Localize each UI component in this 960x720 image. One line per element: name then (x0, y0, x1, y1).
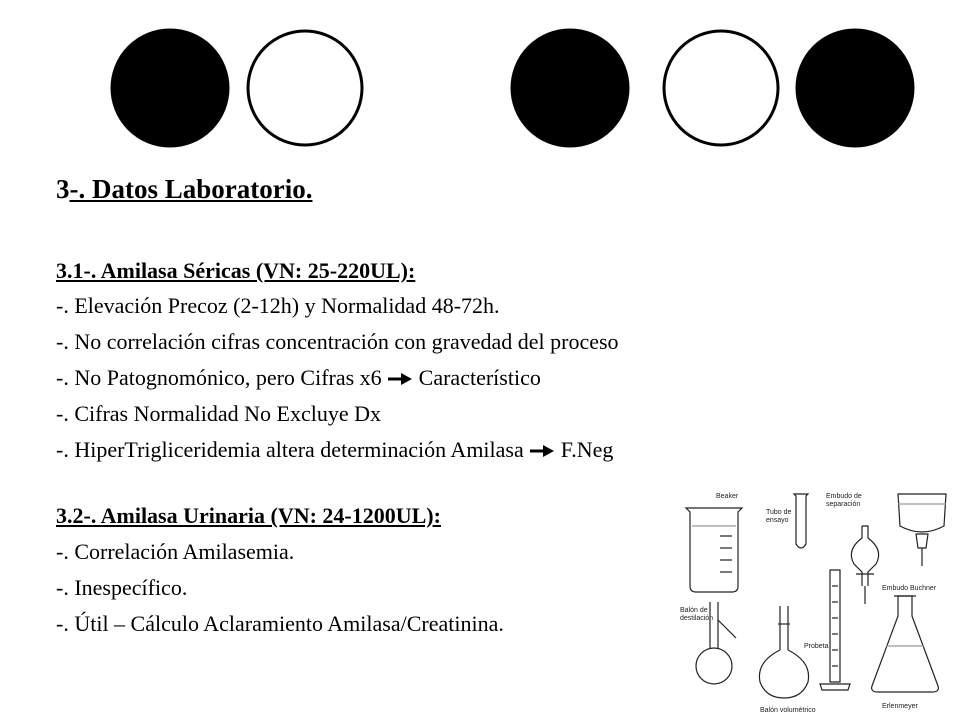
label-balon-dest-2: destilación (680, 615, 714, 622)
label-balon-vol: Balón volumétrico (760, 707, 816, 714)
item-suffix: Característico (413, 365, 541, 390)
section-1-item (56, 437, 613, 463)
item-text: -. No correlación cifras concentración con gravedad del proceso (56, 329, 619, 354)
circle-outline-1 (248, 31, 362, 145)
right-arrow-icon (529, 444, 555, 458)
label-tubo-1: Tubo de (766, 509, 792, 516)
graduated-cylinder-icon (820, 570, 850, 690)
circle-filled-3 (797, 30, 913, 146)
label-balon-dest-1: Balón de (680, 607, 708, 614)
item-text: -. Elevación Precoz (2-12h) y Normalidad 48-72h. (56, 293, 500, 318)
circle-outline-2 (664, 31, 778, 145)
circle-filled-1 (112, 30, 228, 146)
test-tube-icon (794, 494, 808, 548)
section-1-item (56, 401, 381, 427)
label-probeta: Probeta (804, 643, 829, 650)
volumetric-flask-icon (759, 606, 808, 698)
beaker-icon (686, 508, 742, 592)
item-suffix: F.Neg (555, 437, 614, 462)
section-2-title: 3.2-. Amilasa Urinaria (VN: 24-1200UL): (56, 503, 441, 528)
slide-title-number: 3 (56, 174, 70, 204)
slide-title (56, 174, 312, 205)
section-1-item (56, 365, 541, 391)
section-1-item (56, 293, 500, 319)
circle-filled-2 (512, 30, 628, 146)
section-2-item: -. Útil – Cálculo Aclaramiento Amilasa/Creatinina. (56, 611, 504, 636)
separation-funnel-icon (851, 526, 878, 604)
item-text: -. HiperTrigliceridemia altera determinación Amilasa (56, 437, 530, 462)
label-buchner: Embudo Buchner (882, 585, 937, 592)
right-arrow-icon (387, 372, 413, 386)
label-tubo-2: ensayo (766, 517, 789, 524)
slide-title-text: -. Datos Laboratorio. (69, 174, 313, 204)
section-2-item: -. Inespecífico. (56, 575, 188, 600)
label-beaker: Beaker (716, 493, 739, 500)
section-2-item: -. Correlación Amilasemia. (56, 539, 295, 564)
item-text: -. Cifras Normalidad No Excluye Dx (56, 401, 382, 426)
buchner-funnel-icon (898, 494, 946, 566)
lab-glassware-illustration (676, 486, 956, 716)
item-text: -. No Patognomónico, pero Cifras x6 (56, 365, 388, 390)
section-1-item (56, 329, 619, 355)
section-1-title: 3.1-. Amilasa Séricas (VN: 25-220UL): (56, 258, 416, 283)
label-embudo-sep-2: separación (826, 501, 861, 508)
label-erlenmeyer: Erlenmeyer (882, 703, 918, 710)
erlenmeyer-flask-icon (872, 596, 939, 692)
label-embudo-sep-1: Embudo de (826, 493, 862, 500)
decorative-circles (0, 0, 960, 160)
